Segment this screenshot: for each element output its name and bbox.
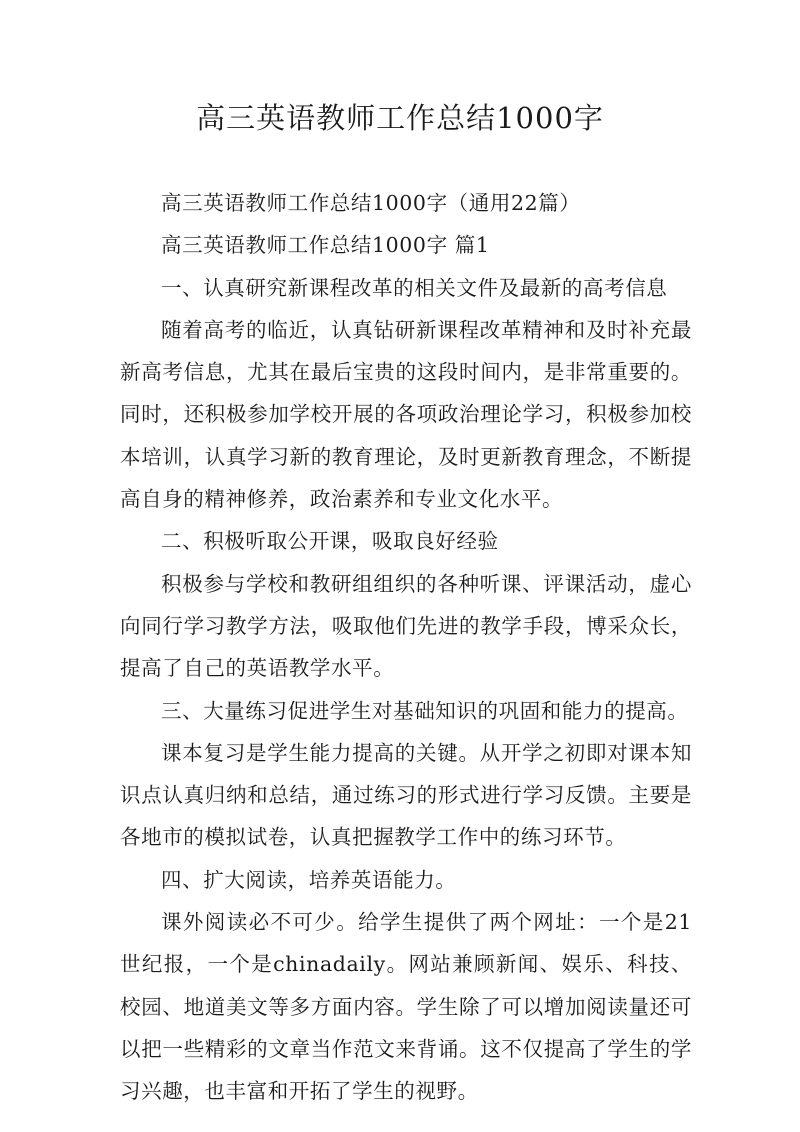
document-body <box>120 182 692 1113</box>
article-heading: 高三英语教师工作总结1000字 篇1 <box>161 233 490 258</box>
section-body-2: 积极参与学校和教研组组织的各种听课、评课活动，虚心向同行学习教学方法，吸取他们先进的教学手段，博采众长，提高了自己的英语教学水平。 <box>120 571 692 681</box>
section-heading-3: 三、大量练习促进学生对基础知识的巩固和能力的提高。 <box>161 698 689 723</box>
section-body-3: 课本复习是学生能力提高的关键。从开学之初即对课本知识点认真归纳和总结，通过练习的形式进行学习反馈。主要是各地市的模拟试卷，认真把握教学工作中的练习环节。 <box>120 740 692 850</box>
section-body-4: 课外阅读必不可少。给学生提供了两个网址：一个是21世纪报，一个是chinadaily。网站兼顾新闻、娱乐、科技、校园、地道美文等多方面内容。学生除了可以增加阅读量还可以把一些精彩的文章当作范文来背诵。这不仅提高了学生的学习兴趣，也丰富和开拓了学生的视野。 <box>120 910 692 1104</box>
section-heading-2: 二、积极听取公开课，吸取良好经验 <box>161 529 499 554</box>
section-body-1: 随着高考的临近，认真钻研新课程改革精神和及时补充最新高考信息，尤其在最后宝贵的这段时间内，是非常重要的。同时，还积极参加学校开展的各项政治理论学习，积极参加校本培训，认真学习新的教育理论，及时更新教育理念，不断提高自身的精神修养，政治素养和专业文化水平。 <box>120 317 692 512</box>
document-title: 高三英语教师工作总结1000字 <box>196 101 604 135</box>
subtitle-paragraph: 高三英语教师工作总结1000字（通用22篇） <box>161 191 581 215</box>
section-heading-1: 一、认真研究新课程改革的相关文件及最新的高考信息 <box>161 275 668 300</box>
section-heading-4: 四、扩大阅读，培养英语能力。 <box>161 867 457 892</box>
